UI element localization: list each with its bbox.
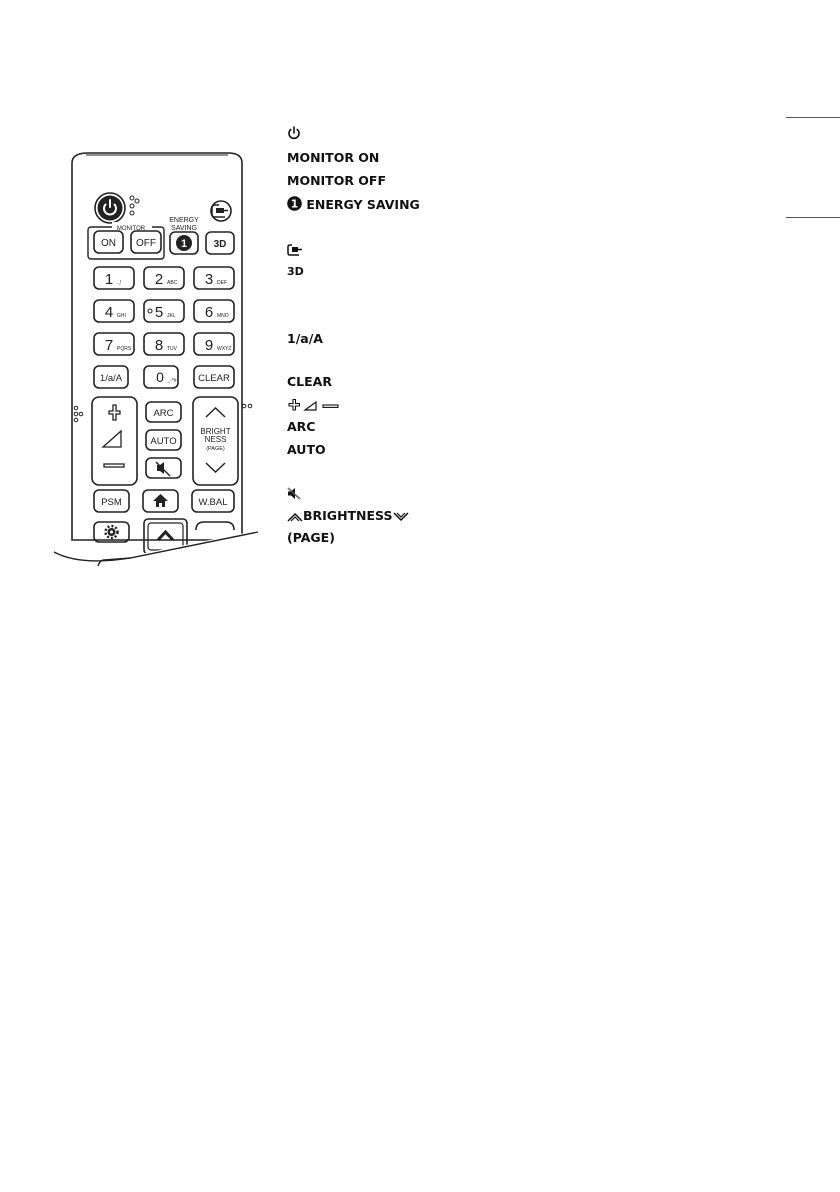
zero-button[interactable]: [144, 366, 178, 388]
number-digit: 9: [204, 337, 214, 354]
monitor-group-label: MONITOR: [116, 226, 146, 232]
volume-icon: [305, 402, 316, 410]
number-button-3[interactable]: [194, 267, 234, 289]
energy-saving-label-2: SAVING: [171, 225, 197, 232]
number-letters: MNO: [217, 313, 229, 319]
number-digit: 4: [104, 304, 114, 321]
number-button-4[interactable]: [94, 300, 134, 322]
svg-text:1: 1: [180, 238, 188, 250]
power-icon: [287, 126, 301, 140]
number-digit: 7: [104, 337, 114, 354]
energy-saving-label: 1 ENERGY SAVING: [287, 196, 420, 213]
volume-rocker[interactable]: [92, 397, 137, 485]
input-icon: [287, 244, 303, 256]
svg-text:(PAGE): (PAGE): [206, 446, 225, 452]
number-digit: 1: [104, 271, 114, 288]
page-label: (PAGE): [287, 530, 335, 545]
home-icon: [153, 494, 168, 507]
settings-icon: [106, 526, 118, 538]
volume-minus-icon: [323, 405, 338, 407]
svg-text:3D: 3D: [287, 265, 304, 277]
settings-button[interactable]: [94, 522, 129, 542]
indicator-dots: [130, 196, 139, 215]
edge-line-bottom: [786, 217, 840, 218]
monitor-on-label: MONITOR ON: [287, 150, 380, 165]
svg-text:BRIGHT: BRIGHT: [200, 427, 231, 436]
svg-text:ON: ON: [101, 238, 116, 249]
partial-button: [196, 522, 234, 530]
volume-icons: [287, 398, 341, 412]
volume-plus-icon: [109, 405, 120, 420]
number-pad: [94, 267, 234, 355]
number-button-7[interactable]: [94, 333, 134, 355]
on-button[interactable]: [94, 231, 123, 253]
auto-button[interactable]: [146, 430, 181, 450]
number-button-8[interactable]: [144, 333, 184, 355]
number-letters: .,!: [117, 280, 122, 286]
svg-text:3D: 3D: [213, 239, 227, 250]
page-down-icon: [206, 463, 225, 472]
mute-icon: [287, 487, 301, 500]
wbal-button[interactable]: [192, 490, 234, 512]
number-letters: WXYZ: [217, 346, 232, 352]
number-letters: TUV: [167, 346, 177, 352]
number-digit: 8: [154, 337, 164, 354]
svg-text:W.BAL: W.BAL: [198, 497, 228, 508]
mode-label: 1/a/A: [287, 331, 323, 346]
input-button[interactable]: [211, 201, 231, 221]
clear-label: CLEAR: [287, 374, 332, 389]
energy-saving-icon: [287, 196, 302, 211]
page-up-icon: [287, 512, 303, 522]
svg-text:ARC: ARC: [153, 408, 174, 419]
remote-control-illustration: [0, 0, 260, 580]
number-letters: PQRS: [117, 346, 132, 352]
svg-text:PSM: PSM: [101, 497, 122, 508]
home-button[interactable]: [143, 490, 178, 512]
clear-button[interactable]: [194, 366, 234, 388]
page-down-icon: [393, 512, 409, 522]
svg-text:NESS: NESS: [204, 435, 227, 444]
number-button-2[interactable]: [144, 267, 184, 289]
svg-text:OFF: OFF: [136, 238, 156, 249]
number-button-9[interactable]: [194, 333, 234, 355]
number-digit: 2: [154, 271, 164, 288]
energy-saving-button[interactable]: [170, 232, 198, 254]
number-letters: DEF: [217, 280, 227, 286]
3d-icon: [287, 264, 305, 277]
number-digit: 6: [204, 304, 214, 321]
number-button-5[interactable]: [144, 300, 184, 322]
brightness-label: BRIGHTNESS: [287, 508, 409, 524]
svg-text:1: 1: [290, 197, 299, 211]
svg-text:0: 0: [156, 369, 164, 385]
number-digit: 5: [154, 304, 164, 321]
number-letters: ABC: [167, 280, 178, 286]
volume-icon: [103, 431, 121, 447]
volume-plus-icon: [289, 400, 300, 411]
number-button-1[interactable]: [94, 267, 134, 289]
arc-button[interactable]: [146, 402, 181, 422]
psm-button[interactable]: [94, 490, 129, 512]
tactile-dot: [148, 309, 152, 313]
up-arrow-icon: [158, 532, 173, 540]
svg-text:AUTO: AUTO: [150, 436, 177, 447]
off-button[interactable]: [131, 231, 161, 253]
auto-label: AUTO: [287, 442, 326, 457]
arc-label: ARC: [287, 419, 316, 434]
mute-button[interactable]: [146, 458, 181, 478]
number-digit: 3: [204, 271, 214, 288]
energy-saving-label-1: ENERGY: [169, 217, 199, 224]
3d-button[interactable]: [206, 232, 234, 254]
svg-text:_-*#: _-*#: [167, 378, 177, 384]
page-up-icon: [206, 408, 225, 417]
power-button[interactable]: [95, 193, 125, 223]
brightness-rocker[interactable]: [193, 397, 238, 485]
volume-minus-icon: [104, 464, 124, 467]
number-button-6[interactable]: [194, 300, 234, 322]
number-letters: GHI: [117, 313, 126, 319]
svg-text:1/a/A: 1/a/A: [99, 373, 123, 384]
svg-text:CLEAR: CLEAR: [198, 373, 230, 384]
number-letters: JKL: [167, 313, 176, 319]
monitor-off-label: MONITOR OFF: [287, 173, 387, 188]
edge-line-top: [786, 117, 840, 118]
mode-button[interactable]: [94, 366, 128, 388]
